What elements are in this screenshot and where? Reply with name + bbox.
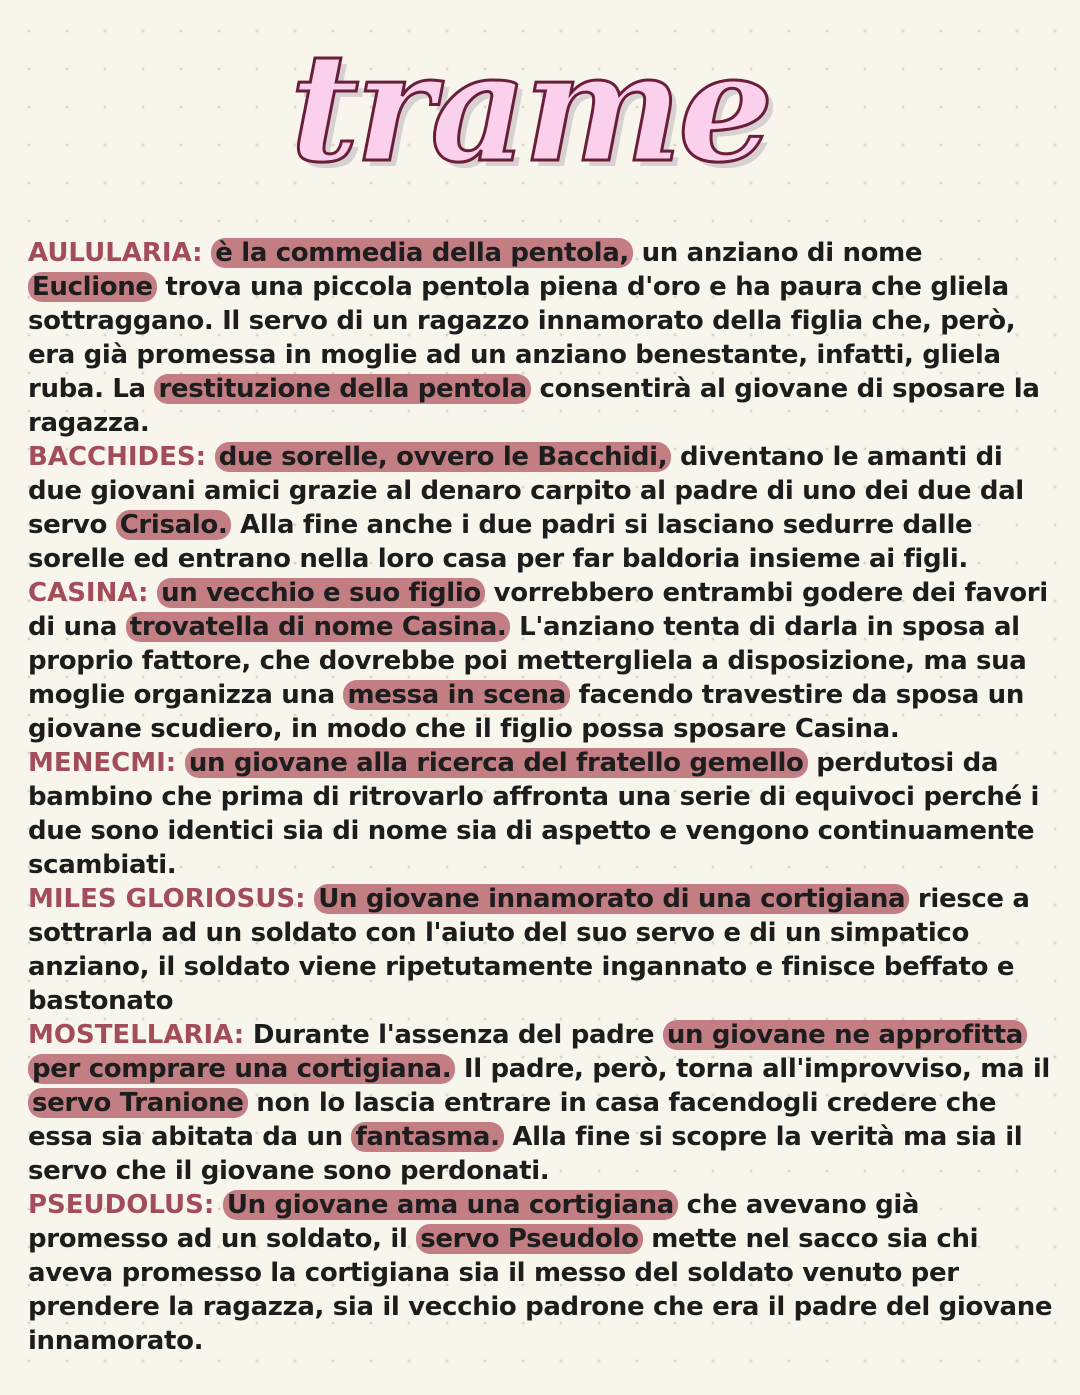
- entry-label: PSEUDOLUS:: [28, 1190, 215, 1220]
- highlight: un vecchio e suo figlio: [157, 578, 485, 608]
- text-segment: trova una piccola pentola piena d'oro e ha paura che gliela sottraggano. Il servo di un ragazzo innamorato della figlia che, però, era già promessa in moglie ad un anziano benestante, infatti, gliela ruba. La: [28, 272, 1016, 404]
- text-segment: mette nel sacco sia chi aveva promesso la cortigiana sia il messo del soldato venuto per prendere la ragazza, sia il vecchio padrone che era il padre del giovane innamorato.: [28, 1224, 1053, 1356]
- text-segment: Alla fine si scopre la verità ma sia il servo che il giovane sono perdonati.: [28, 1122, 1023, 1186]
- text-segment: che avevano già promesso ad un soldato, il: [28, 1190, 920, 1254]
- highlight: trovatella di nome Casina.: [126, 612, 511, 642]
- text-segment: L'anziano tenta di darla in sposa al proprio fattore, che dovrebbe poi mettergliela a disposizione, ma sua moglie organizza una: [28, 612, 1027, 710]
- highlight: due sorelle, ovvero le Bacchidi,: [215, 442, 672, 472]
- text-segment: vorrebbero entrambi godere dei favori di una: [28, 578, 1048, 642]
- highlight: Un giovane ama una cortigiana: [223, 1190, 678, 1220]
- text-segment: un anziano di nome: [632, 238, 923, 268]
- entry-bacchides: [28, 440, 1053, 576]
- entry-pseudolus: [28, 1188, 1053, 1358]
- entry-label: MENECMI:: [28, 748, 177, 778]
- entry-label: MILES GLORIOSUS:: [28, 884, 306, 914]
- text-segment: Alla fine anche i due padri si lasciano sedurre dalle sorelle ed entrano nella loro casa per far baldoria insieme ai figli.: [28, 510, 973, 574]
- text-segment: perdutosi da bambino che prima di ritrovarlo affronta una serie di equivoci perché i due sono identici sia di nome sia di aspetto e vengono continuamente scambiati.: [28, 748, 1040, 880]
- highlight: è la commedia della pentola,: [211, 238, 633, 268]
- text-segment: facendo travestire da sposa un giovane scudiero, in modo che il figlio possa sposare Casina.: [28, 680, 1024, 744]
- highlight: servo Pseudolo: [416, 1224, 642, 1254]
- highlight: servo Tranione: [28, 1088, 248, 1118]
- text-segment: Durante l'assenza del padre: [252, 1020, 663, 1050]
- highlight: un giovane ne approfitta per comprare una cortigiana.: [28, 1020, 1027, 1084]
- plots-list: [28, 236, 1053, 1358]
- highlight: fantasma.: [351, 1122, 503, 1152]
- entry-label: AULULARIA:: [28, 238, 203, 268]
- highlight: Crisalo.: [116, 510, 232, 540]
- page-title: trame: [290, 20, 770, 196]
- entry-label: MOSTELLARIA:: [28, 1020, 245, 1050]
- highlight: Euclione: [28, 272, 157, 302]
- entry-casina: [28, 576, 1053, 746]
- entry-mostellaria: [28, 1018, 1053, 1188]
- entry-miles-gloriosus: [28, 882, 1053, 1018]
- text-segment: diventano le amanti di due giovani amici grazie al denaro carpito al padre di uno dei due dal servo: [28, 442, 1024, 540]
- highlight: Un giovane innamorato di una cortigiana: [314, 884, 909, 914]
- entry-menecmi: [28, 746, 1053, 882]
- entry-label: BACCHIDES:: [28, 442, 207, 472]
- highlight: messa in scena: [343, 680, 569, 710]
- highlight: restituzione della pentola: [154, 374, 530, 404]
- entry-label: CASINA:: [28, 578, 149, 608]
- text-segment: non lo lascia entrare in casa facendogli credere che essa sia abitata da un: [28, 1088, 997, 1152]
- text-segment: consentirà al giovane di sposare la ragazza.: [28, 374, 1040, 438]
- entry-aulularia: [28, 236, 1053, 440]
- highlight: un giovane alla ricerca del fratello gemello: [185, 748, 808, 778]
- text-segment: Il padre, però, torna all'improvviso, ma il: [455, 1054, 1050, 1084]
- text-segment: riesce a sottrarla ad un soldato con l'aiuto del suo servo e di un simpatico anziano, il soldato viene ripetutamente ingannato e finisce beffato e bastonato: [28, 884, 1030, 1016]
